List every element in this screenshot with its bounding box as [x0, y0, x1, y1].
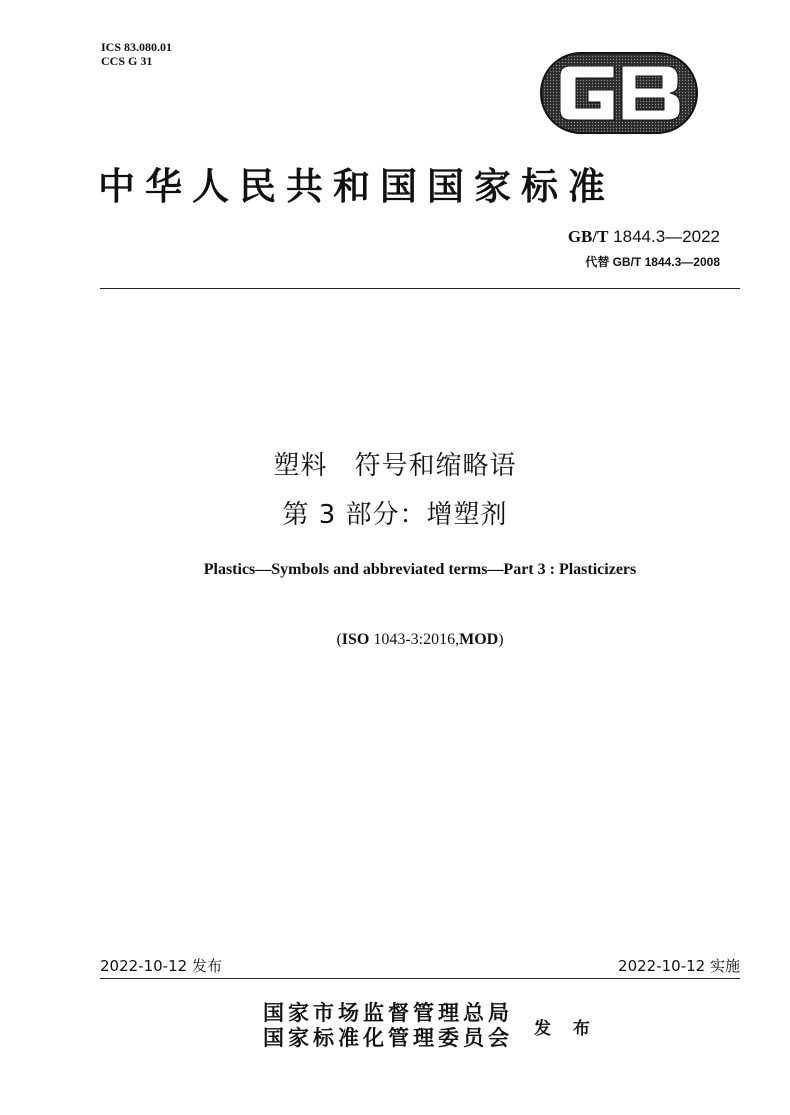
top-divider — [100, 288, 740, 289]
iso-open-paren: ( — [336, 631, 342, 648]
ics-code: ICS 83.080.01 — [101, 40, 173, 54]
iso-prefix: ISO — [341, 631, 370, 648]
title-line-2: 第 3 部分：增塑剂 — [282, 500, 508, 530]
publisher-line-2: 国家标准化管理委员会 — [263, 1025, 513, 1050]
iso-adoption — [0, 631, 790, 649]
gb-standard-logo-icon — [540, 52, 698, 134]
publisher-line-1: 国家市场监督管理总局 — [263, 1000, 513, 1025]
standard-prefix: GB/T — [567, 227, 609, 246]
publishers — [263, 1000, 513, 1050]
implementation-date: 2022-10-12 实施 — [618, 957, 740, 975]
iso-close-paren: ) — [498, 631, 504, 648]
english-title: Plastics—Symbols and abbreviated terms—Part 3 : Plasticizers — [203, 561, 637, 578]
publish-verb: 发 布 — [534, 1019, 598, 1039]
standard-number — [568, 227, 720, 247]
standard-number-value: 1844.3—2022 — [613, 227, 720, 246]
replaces-standard: 代替 GB/T 1844.3—2008 — [585, 255, 720, 269]
title-line-1: 塑料 符号和缩略语 — [273, 451, 517, 481]
classification-codes — [101, 40, 172, 68]
iso-detail: 1043-3:2016, — [369, 631, 460, 648]
bottom-divider — [100, 978, 740, 979]
national-standard-title: 中华人民共和国国家标准 — [98, 164, 615, 208]
iso-mod: MOD — [459, 631, 499, 648]
ccs-code: CCS G 31 — [101, 54, 153, 68]
issue-date: 2022-10-12 发布 — [100, 957, 222, 975]
